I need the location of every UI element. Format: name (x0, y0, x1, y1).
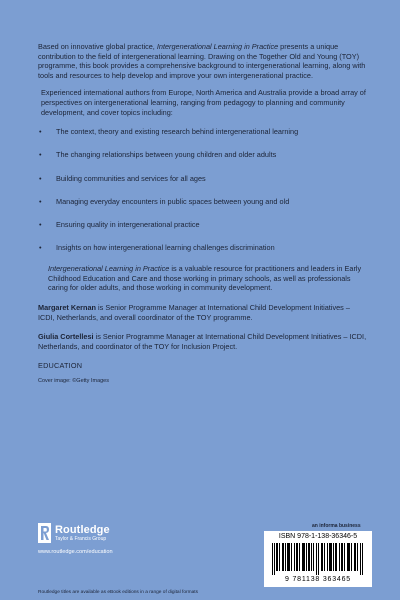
bullet-icon: • (39, 243, 42, 253)
publisher-block (38, 523, 178, 555)
informa-tagline: an informa business (312, 523, 361, 529)
barcode-digits: 9 781138 363465 (285, 576, 351, 583)
topics-list (38, 127, 368, 253)
book-title-italic: Intergenerational Learning in Practice (48, 264, 170, 274)
publisher-name: Routledge (55, 524, 110, 536)
author-bio: Margaret Kernan is Senior Programme Manager at International Child Development Initiatives – ICDI, Netherlands, and overall coordinator of the TOY programme. (38, 303, 350, 322)
publisher-group: Taylor & Francis Group (55, 536, 107, 542)
list-item: • Ensuring quality in intergenerational practice (39, 219, 200, 229)
subject-category: EDUCATION (38, 361, 83, 371)
list-item: • Building communities and services for all ages (39, 173, 206, 183)
publisher-url: www.routledge.com/education (38, 549, 113, 555)
cover-credit: Cover image: ©Getty Images (38, 378, 109, 385)
list-item: • The changing relationships between young children and older adults (39, 150, 277, 160)
bullet-icon: • (39, 150, 42, 160)
list-item: • Managing everyday encounters in public spaces between young and old (39, 196, 290, 206)
isbn-label: ISBN 978-1-138-36346-5 (278, 533, 358, 540)
author-name: Margaret Kernan (38, 303, 96, 313)
list-item: • The context, theory and existing research behind intergenerational learning (39, 127, 299, 137)
topics-intro-paragraph: Experienced international authors from Europe, North America and Australia provide a broad array of perspectives on intergenerational learning, ranging from pedagogy to planning and community development, and cover topics including: (41, 88, 366, 117)
ebook-note: Routledge titles are available as eBook editions in a range of digital formats (38, 590, 198, 595)
summary-paragraph: Intergenerational Learning in Practice is a valuable resource for practitioners and leaders in Early Childhood Education and Care and those working in primary schools, as well as professionals caring for older adults, and those working in community development. (48, 264, 362, 293)
author-name: Giulia Cortellesi (38, 332, 94, 342)
blurb (38, 42, 368, 384)
barcode-icon (272, 543, 364, 575)
bullet-icon: • (39, 173, 42, 183)
book-title-italic: Intergenerational Learning in Practice (156, 42, 279, 51)
routledge-logo (38, 523, 178, 543)
author-bio: Giulia Cortellesi is Senior Programme Manager at International Child Development Initiatives – ICDI, Netherlands, and coordinator of the TOY for Inclusion Project. (38, 332, 367, 351)
intro-paragraph (38, 42, 368, 80)
routledge-r-icon (38, 523, 51, 543)
barcode-panel (264, 531, 372, 587)
list-item: • Insights on how intergenerational learning challenges discrimination (39, 243, 275, 253)
bullet-icon: • (39, 127, 42, 137)
bullet-icon: • (39, 219, 42, 229)
intro-text-b: presents a unique contribution to the field of intergenerational learning. Drawing on the Together Old and Young (TOY) programme, this book provides a comprehensive background to intergenerational learning, along with tools and resources to help develop and improve your own intergenerational practice. (38, 42, 366, 80)
bullet-icon: • (39, 196, 42, 206)
intro-text-a: Based on innovative global practice, (38, 42, 157, 51)
